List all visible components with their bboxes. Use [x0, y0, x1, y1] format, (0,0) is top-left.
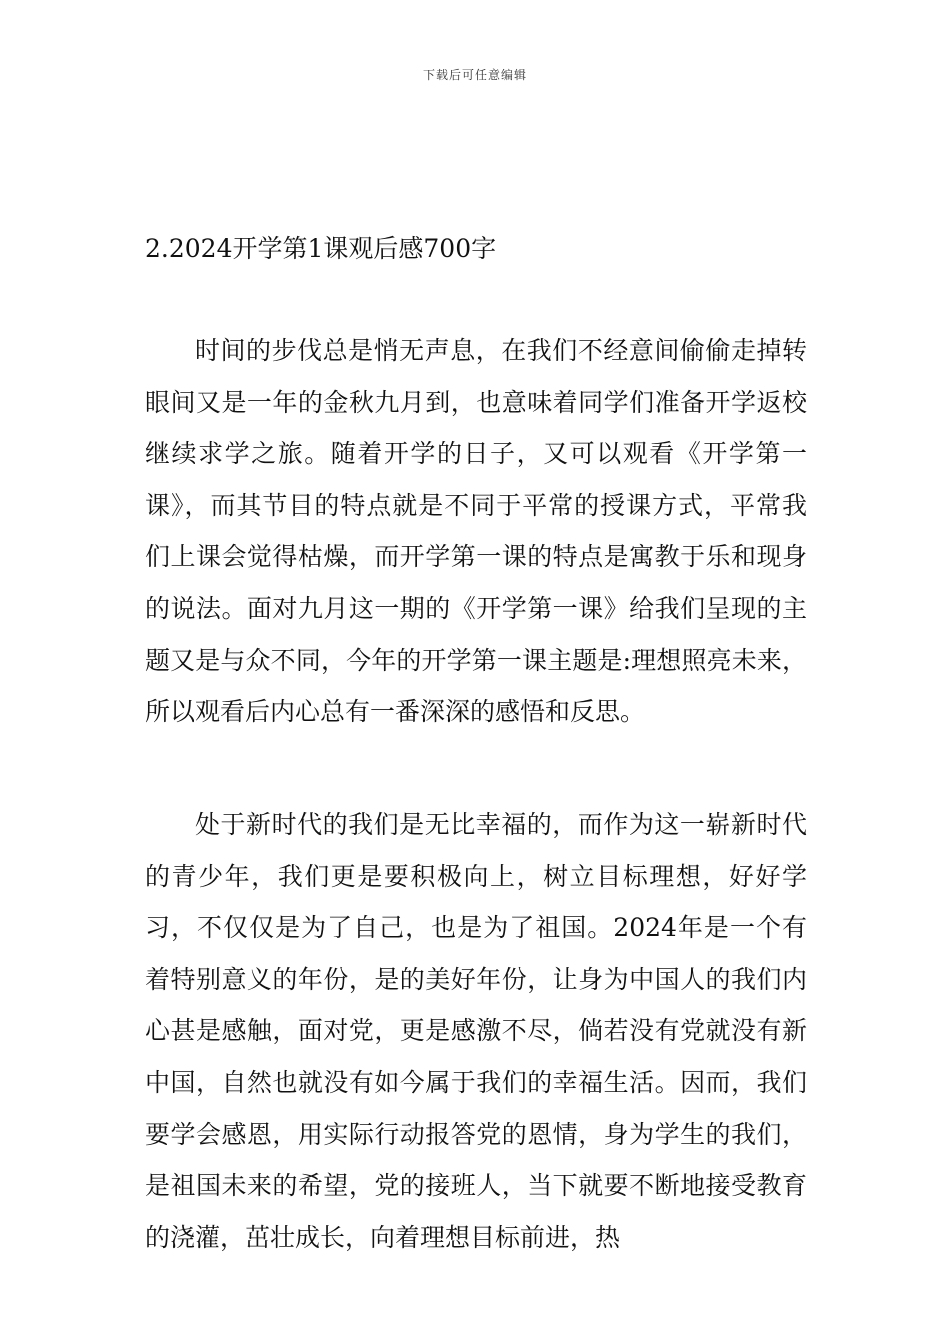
header-note: 下载后可任意编辑 — [422, 68, 527, 82]
document-title: 2.2024开学第1课观后感700字 — [145, 234, 497, 263]
paragraph-1: 时间的步伐总是悄无声息，在我们不经意间偷偷走掉转眼间又是一年的金秋九月到，也意味着同学们准备开学返校继续求学之旅。随着开学的日子，又可以观看《开学第一课》，而其节目的特点就是不同于平常的授课方式，平常我们上课会觉得枯燥，而开学第一课的特点是寓教于乐和现身的说法。面对九月这一期的《开学第一课》给我们呈现的主题又是与众不同，今年的开学第一课主题是:理想照亮未来，所以观看后内心总有一番深深的感悟和反思。 — [145, 336, 807, 727]
paragraph-2: 处于新时代的我们是无比幸福的，而作为这一崭新时代的青少年，我们更是要积极向上，树立目标理想，好好学习，不仅仅是为了自己，也是为了祖国。2024年是一个有着特别意义的年份，是的美好年份，让身为中国人的我们内心甚是感触，面对党，更是感激不尽，倘若没有党就没有新中国，自然也就没有如今属于我们的幸福生活。因而，我们要学会感恩，用实际行动报答党的恩情，身为学生的我们，是祖国未来的希望，党的接班人，当下就要不断地接受教育的浇灌，茁壮成长，向着理想目标前进，热 — [145, 810, 807, 1252]
